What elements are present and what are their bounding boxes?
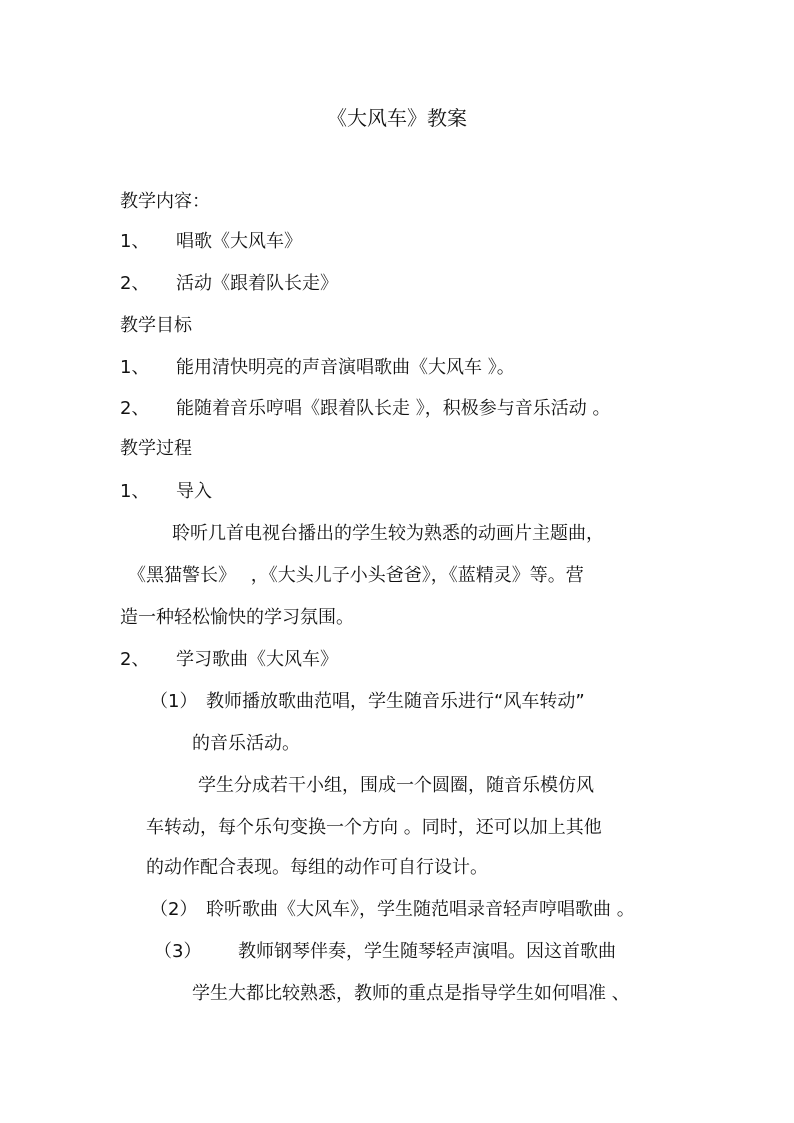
sub-item [150, 898, 635, 922]
section-heading-goals: 教学目标 [120, 315, 192, 336]
list-item [120, 356, 515, 380]
document-title: 《大风车》教案 [327, 106, 467, 130]
list-number: 1、 [120, 481, 150, 502]
sub-text: 教师播放歌曲范唱，学生随音乐进行“风车转动” [206, 691, 585, 712]
paragraph-line: 聆听几首电视台播出的学生较为熟悉的动画片主题曲， [172, 523, 604, 544]
list-item [120, 397, 610, 421]
list-text: 唱歌《大风车》 [176, 231, 302, 252]
list-text: 能随着音乐哼唱《跟着队长走 》，积极参与音乐活动 。 [176, 398, 611, 419]
list-text: 学习歌曲《大风车》 [176, 649, 338, 670]
list-item [120, 230, 302, 254]
sub-text: 聆听歌曲《大风车》，学生随范唱录音轻声哼唱歌曲 。 [206, 899, 635, 920]
paragraph-line: 的动作配合表现。每组的动作可自行设计。 [146, 857, 488, 878]
list-item [120, 648, 338, 672]
list-text: 活动《跟着队长走》 [176, 273, 338, 294]
paragraph-line: 学生分成若干小组，围成一个圆圈，随音乐模仿风 [198, 775, 594, 796]
section-heading-content: 教学内容： [120, 191, 210, 212]
list-item [120, 272, 338, 296]
sub-item [150, 690, 585, 714]
sub-number: （2） [150, 899, 198, 920]
list-item [120, 480, 212, 504]
list-text: 能用清快明亮的声音演唱歌曲《大风车 》。 [176, 357, 515, 378]
sub-number: （3） [154, 941, 202, 962]
paragraph-line: 车转动，每个乐句变换一个方向 。同时，还可以加上其他 [146, 817, 602, 838]
sub-number: （1） [150, 691, 198, 712]
list-number: 2、 [120, 649, 150, 670]
paragraph-line: 造一种轻松愉快的学习氛围。 [120, 607, 354, 628]
list-number: 2、 [120, 273, 150, 294]
list-number: 1、 [120, 231, 150, 252]
paragraph-line: 学生大都比较熟悉，教师的重点是指导学生如何唱准 、 [192, 983, 630, 1004]
sub-text: 教师钢琴伴奏，学生随琴轻声演唱。因这首歌曲 [238, 941, 616, 962]
list-number: 1、 [120, 357, 150, 378]
paragraph-line: 《黑猫警长》 ，《大头儿子小头爸爸》，《蓝精灵》等。营 [128, 565, 584, 586]
paragraph-line: 的音乐活动。 [192, 733, 300, 754]
list-text: 导入 [176, 481, 212, 502]
sub-item [154, 940, 616, 964]
section-heading-process: 教学过程 [120, 438, 192, 459]
list-number: 2、 [120, 398, 150, 419]
